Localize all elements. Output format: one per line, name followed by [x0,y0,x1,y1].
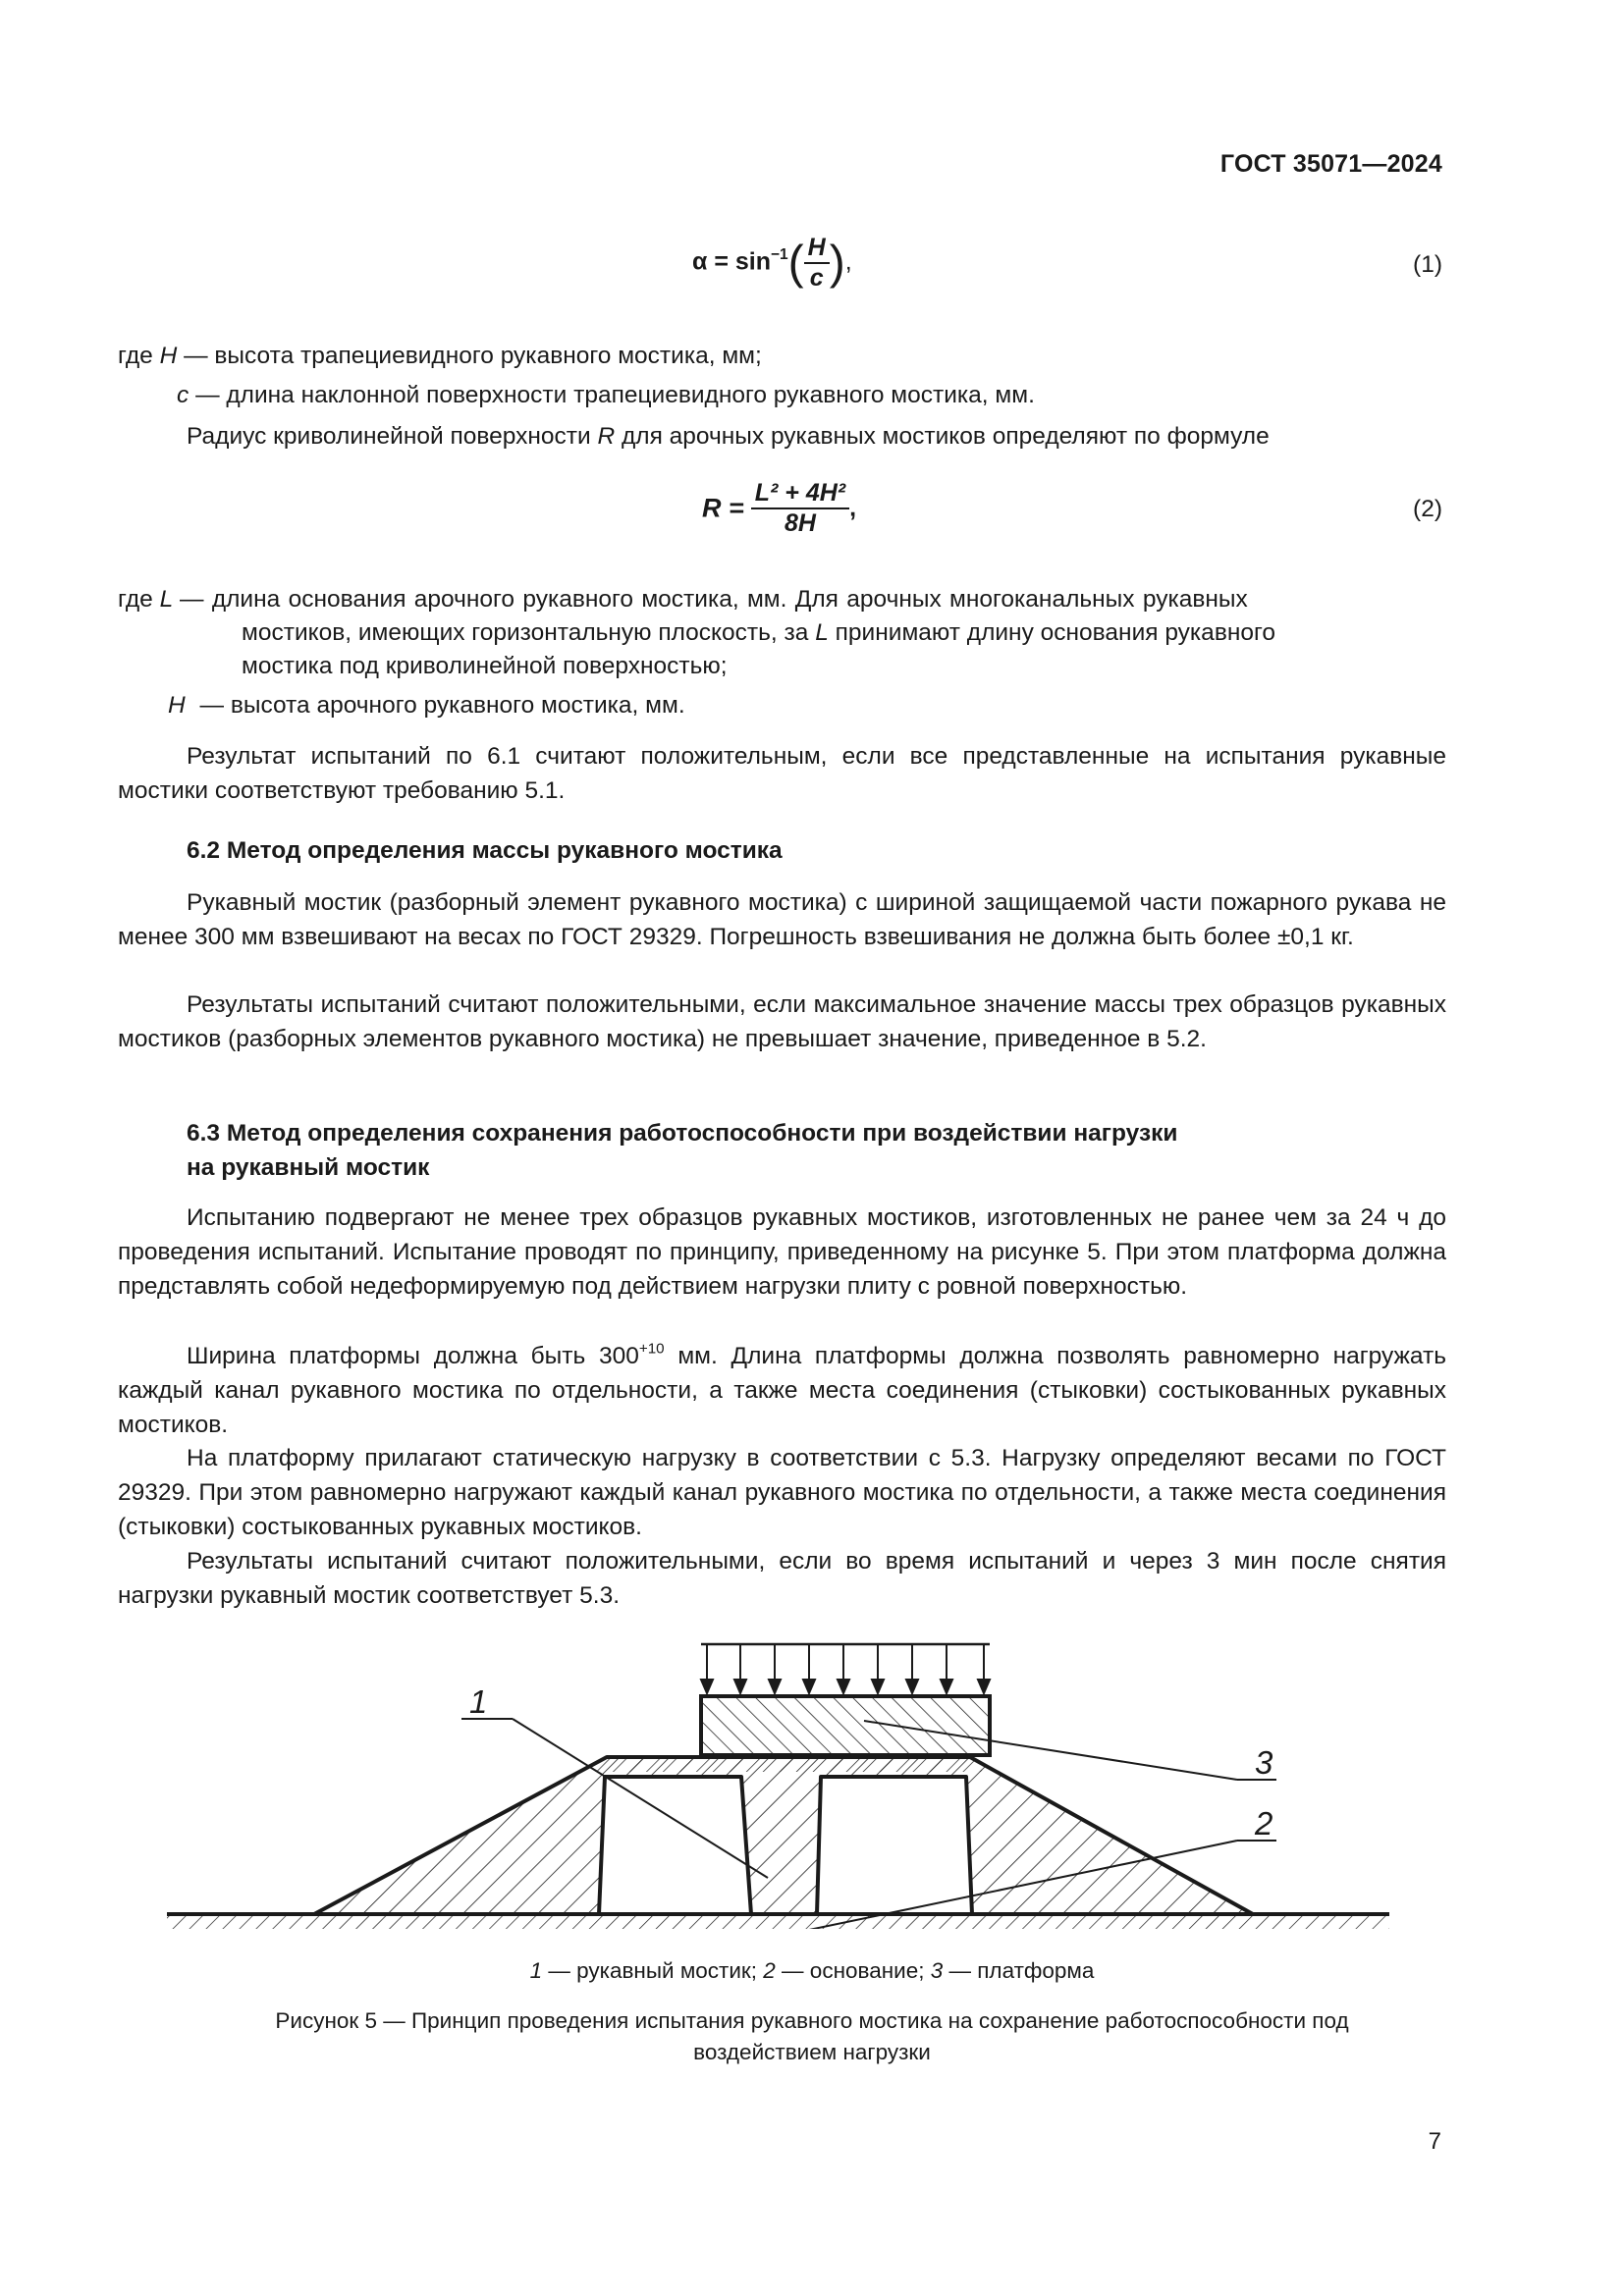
p2-before: Ширина платформы должна быть 300 [187,1343,639,1369]
figure-5-diagram [167,1634,1404,1929]
definition-l-text-2-tail: принимают длину основания рукавного [828,619,1276,646]
definition-h2-text: — высота арочного рукавного мостика, мм. [199,692,685,719]
definition-c [177,378,1035,412]
equation-number-2: (2) [1413,496,1442,522]
figure-caption-line-1: Рисунок 5 — Принцип проведения испытания рукавного мостика на сохранение работоспособности под [275,2008,1349,2033]
formula-2 [702,479,856,538]
ground-base [167,1914,1389,1929]
radius-intro-text-2: для арочных рукавных мостиков определяют по формуле [615,423,1270,450]
formula-1-den: c [809,264,824,292]
definition-h-text: — высота трапециевидного рукавного мостика, мм; [184,343,762,369]
var-l: L [159,586,174,613]
formula-1-exp: −1 [770,245,788,263]
load-arrow-head [872,1680,884,1693]
section-6-3-heading-2: на рукавный мостик [187,1154,430,1181]
legend-number-2: 2 [763,1958,776,1983]
figure-label-2: 2 [1255,1805,1273,1842]
radius-intro-text-1: Радиус криволинейной поверхности [187,423,598,450]
var-h: H [159,343,178,369]
section-6-2-p2: Результаты испытаний считают положительными, если максимальное значение массы трех образцов рукавных мостиков (разборных элементов рукавного мостика) не превышает значение, приведенное в 5.2. [118,991,1446,1052]
where-label-2: где [118,586,153,613]
load-arrows [701,1644,990,1693]
section-6-3-heading-1: 6.3 Метод определения сохранения работоспособности при воздействии нагрузки [187,1120,1178,1147]
definition-l [118,582,1446,616]
load-arrow-head [941,1680,952,1693]
p2-after: мм. Длина платформы должна позволять равномерно нагружать каждый канал рукавного мостика по отдельности, а также места соединения (стыковки) состыкованных рукавных мостиков. [118,1343,1446,1438]
definition-l-text-2: мостиков, имеющих горизонтальную плоскость, за [242,619,816,646]
section-6-3-p2 [118,1339,1446,1442]
hose-bridge [314,1757,1253,1914]
load-arrow-head [906,1680,918,1693]
load-arrow-head [978,1680,990,1693]
var-h2: H [168,692,186,719]
formula-2-tail: , [849,494,857,522]
formula-1 [692,234,852,293]
radius-intro [187,419,1270,454]
equation-number-1: (1) [1413,251,1442,278]
section-6-2-heading: 6.2 Метод определения массы рукавного мостика [187,837,783,864]
load-arrow-head [803,1680,815,1693]
legend-text-2: — основание; [775,1958,931,1983]
p2-tolerance: +10 [638,1340,665,1358]
legend-text-3: — платформа [943,1958,1095,1983]
formula-1-tail: , [844,247,852,276]
figure-label-3: 3 [1255,1744,1273,1781]
definition-l-text-1: — длина основания арочного рукавного мостика, мм. Для арочных многоканальных рукавных [180,586,1248,613]
legend-number-1: 1 [529,1958,543,1983]
var-l-inline: L [815,619,829,646]
definition-l-line-2 [242,615,1275,650]
var-r: R [597,423,616,450]
test-platform [701,1696,990,1755]
load-arrow-head [838,1680,849,1693]
figure-caption-line-2: воздействием нагрузки [693,2040,931,2064]
figure-label-1: 1 [469,1683,488,1720]
where-label: где [118,343,153,369]
formula-2-den: 8H [784,509,816,537]
page-number: 7 [1428,2128,1441,2155]
load-arrow-head [734,1680,746,1693]
formula-2-fraction [751,479,849,538]
figure-legend [0,1955,1624,1987]
formula-1-lhs: α = sin [692,247,771,276]
section-6-2-p1: Рукавный мостик (разборный элемент рукавного мостика) с шириной защищаемой части пожарного рукава не менее 300 мм взвешивают на весах по ГОСТ 29329. Погрешность взвешивания не должна быть более ±0,1 кг. [118,889,1446,950]
legend-number-3: 3 [930,1958,944,1983]
formula-1-fraction [804,234,830,293]
paren-right: ) [829,237,845,290]
legend-text-1: — рукавный мостик; [542,1958,764,1983]
definition-c-text: — длина наклонной поверхности трапециевидного рукавного мостика, мм. [195,382,1035,408]
section-6-3-p4: Результаты испытаний считают положительными, если во время испытаний и через 3 мин после снятия нагрузки рукавный мостик соответствует 5.3. [118,1548,1446,1609]
section-6-3-p3: На платформу прилагают статическую нагрузку в соответствии с 5.3. Нагрузку определяют весами по ГОСТ 29329. При этом равномерно нагружают каждый канал рукавного мостика по отдельности, а также места соединения (стыковки) состыкованных рукавных мостиков. [118,1445,1446,1540]
definition-h [118,339,762,373]
document-id: ГОСТ 35071—2024 [1219,150,1442,178]
var-c: c [177,382,189,408]
formula-2-num: L² + 4H² [751,479,849,509]
load-arrow-head [701,1680,713,1693]
section-6-3-p1: Испытанию подвергают не менее трех образцов рукавных мостиков, изготовленных не ранее чем за 24 ч до проведения испытаний. Испытание проводят по принципу, приведенному на рисунке 5. При этом платформа должна представлять собой недеформируемую под действием нагрузки плиту с ровной поверхностью. [118,1204,1446,1300]
definition-l-line-3: мостика под криволинейной поверхностью; [242,653,728,679]
formula-1-num: H [804,234,830,264]
formula-2-lhs: R = [702,493,744,523]
paren-left: ( [787,237,804,290]
result-6-1: Результат испытаний по 6.1 считают положительным, если все представленные на испытания рукавные мостики соответствуют требованию 5.1. [118,743,1446,804]
definition-h2 [168,688,685,722]
load-arrow-head [769,1680,781,1693]
